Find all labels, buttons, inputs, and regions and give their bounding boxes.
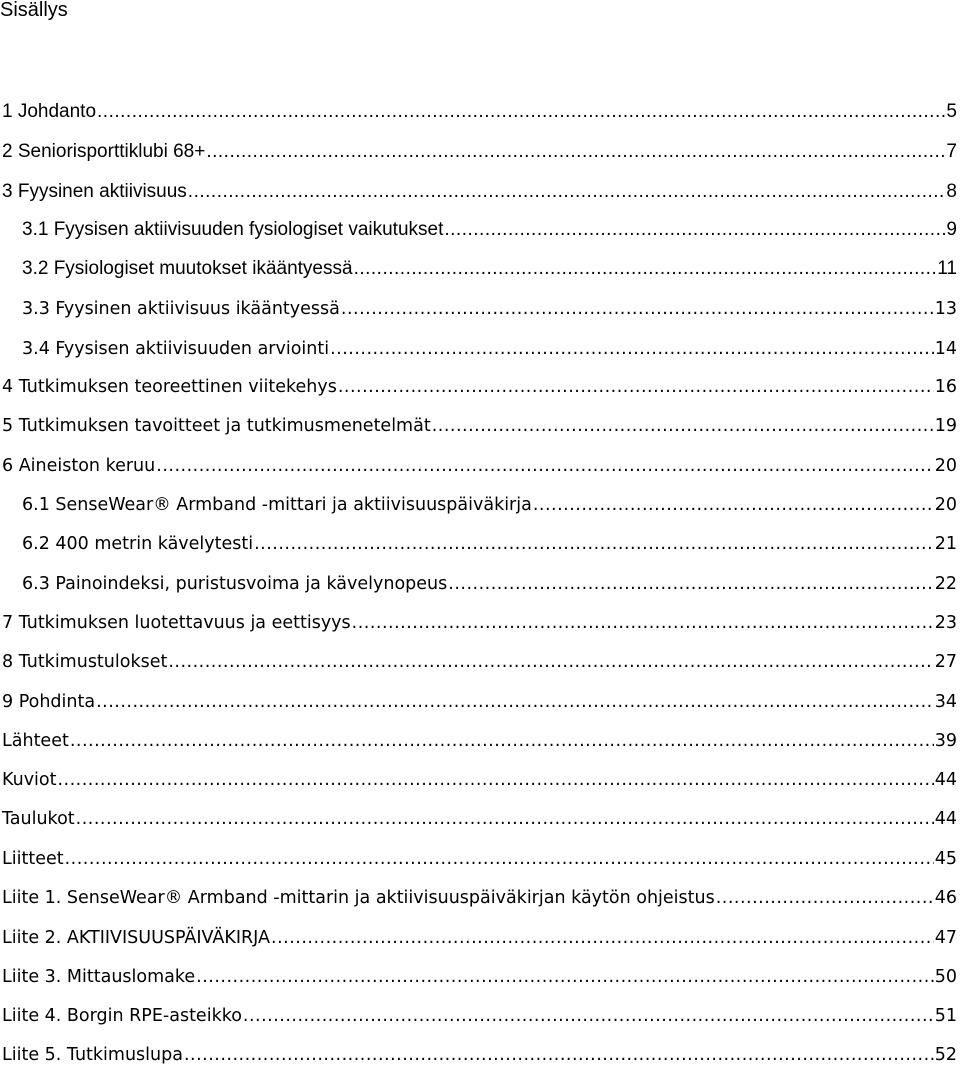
toc-entry-page: 8 [946,181,957,202]
toc-dot-leader [188,179,946,205]
toc-dot-leader [341,296,934,322]
toc-dot-leader [448,571,933,597]
toc-entry-label: Liite 4. Borgin RPE-asteikko [2,1006,242,1026]
toc-entry-label: Liite 5. Tutkimuslupa [2,1045,183,1065]
toc-dot-leader [533,492,934,518]
toc-entry-label: 2 Seniorisporttiklubi 68+ [2,141,206,162]
toc-entry-liite-3[interactable] [2,964,957,990]
toc-entry-page: 39 [934,731,957,751]
toc-entry-7[interactable] [2,610,957,636]
toc-dot-leader [330,336,934,362]
toc-dot-leader [716,885,934,911]
toc-entry-6[interactable] [2,453,957,479]
toc-entry-page: 52 [934,1045,957,1065]
toc-entry-label: 3.3 Fyysinen aktiivisuus ikääntyessä [22,299,340,319]
toc-dot-leader [184,1042,934,1068]
toc-entry-label: 7 Tutkimuksen luotettavuus ja eettisyys [2,613,351,633]
toc-entry-page: 14 [934,339,957,359]
toc-entry-page: 20 [934,456,957,476]
toc-entry-page: 7 [946,141,957,162]
toc-entry-label: 8 Tutkimustulokset [2,652,168,672]
toc-entry-taulukot[interactable] [2,806,957,832]
toc-entry-label: 4 Tutkimuksen teoreettinen viitekehys [2,377,337,397]
toc-entry-lahteet[interactable] [2,728,957,754]
toc-entry-3-4[interactable] [22,336,957,362]
toc-entry-3-1[interactable] [22,217,957,243]
toc-entry-page: 9 [946,219,957,240]
toc-entry-6-1[interactable] [22,492,957,518]
toc-dot-leader [432,413,934,439]
toc-entry-1[interactable] [2,99,957,125]
toc-entry-3-2[interactable] [22,256,957,282]
toc-entry-page: 50 [934,967,957,987]
toc-entry-page: 21 [934,534,957,554]
toc-dot-leader [196,964,934,990]
toc-entry-label: Liite 3. Mittauslomake [2,967,196,987]
toc-entry-page: 11 [937,258,957,279]
toc-entry-kuviot[interactable] [2,767,957,793]
toc-dot-leader [96,689,934,715]
toc-entry-3-3[interactable] [22,296,957,322]
toc-entry-label: 9 Pohdinta [2,692,96,712]
toc-dot-leader [206,139,945,165]
toc-entry-page: 23 [934,613,957,633]
toc-dot-leader [243,1003,934,1029]
toc-dot-leader [352,610,934,636]
toc-entry-page: 45 [934,849,957,869]
toc-dot-leader [354,256,937,282]
toc-dot-leader [271,925,934,951]
toc-entry-liite-4[interactable] [2,1003,957,1029]
toc-entry-page: 44 [934,809,957,829]
toc-entry-6-2[interactable] [22,531,957,557]
toc-entry-page: 20 [934,495,957,515]
toc-entry-page: 47 [934,928,957,948]
toc-entry-label: 3.4 Fyysisen aktiivisuuden arviointi [22,339,330,359]
toc-entry-3[interactable] [2,179,957,205]
toc-entry-page: 51 [934,1006,957,1026]
toc-entry-label: Lähteet [2,731,69,751]
toc-entry-liite-5[interactable] [2,1042,957,1068]
toc-dot-leader [97,99,945,125]
toc-entry-page: 27 [934,652,957,672]
toc-entry-label: 6.2 400 metrin kävelytesti [22,534,254,554]
toc-entry-label: 3.2 Fysiologiset muutokset ikääntyessä [22,258,353,279]
toc-dot-leader [70,728,934,754]
toc-dot-leader [156,453,933,479]
toc-entry-label: 6 Aineiston keruu [2,456,156,476]
toc-entry-label: Taulukot [2,809,75,829]
toc-entry-2[interactable] [2,139,957,165]
toc-entry-4[interactable] [2,374,957,400]
toc-entry-label: 6.1 SenseWear® Armband -mittari ja aktiivisuuspäiväkirja [22,495,532,515]
toc-dot-leader [338,374,934,400]
toc-entry-label: 3.1 Fyysisen aktiivisuuden fysiologiset vaikutukset [22,219,444,240]
toc-dot-leader [444,217,945,243]
toc-entry-page: 46 [934,888,957,908]
toc-entry-label: 1 Johdanto [2,101,97,122]
toc-entry-page: 16 [934,377,957,397]
toc-entry-page: 13 [934,299,957,319]
toc-entry-page: 5 [946,101,957,122]
toc-entry-page: 44 [934,770,957,790]
toc-entry-page: 34 [934,692,957,712]
toc-dot-leader [65,846,934,872]
toc-entry-page: 19 [934,416,957,436]
toc-entry-6-3[interactable] [22,571,957,597]
toc-entry-liite-1[interactable] [2,885,957,911]
toc-entry-liite-2[interactable] [2,925,957,951]
toc-entry-label: Liitteet [2,849,64,869]
toc-entry-page: 22 [934,574,957,594]
toc-entry-liitteet[interactable] [2,846,957,872]
toc-entry-label: Liite 1. SenseWear® Armband -mittarin ja aktiivisuuspäiväkirjan käytön ohjeistus [2,888,715,908]
toc-dot-leader [254,531,934,557]
toc-entry-label: 3 Fyysinen aktiivisuus [2,181,187,202]
toc-entry-label: 6.3 Painoindeksi, puristusvoima ja kävelynopeus [22,574,448,594]
toc-entry-label: 5 Tutkimuksen tavoitteet ja tutkimusmenetelmät [2,416,431,436]
toc-entry-label: Liite 2. AKTIIVISUUSPÄIVÄKIRJA [2,928,271,948]
toc-entry-8[interactable] [2,649,957,675]
toc-dot-leader [168,649,933,675]
toc-dot-leader [76,806,934,832]
toc-entry-5[interactable] [2,413,957,439]
toc-dot-leader [57,767,933,793]
toc-entry-label: Kuviot [2,770,57,790]
page-title: Sisällys [0,0,68,21]
toc-entry-9[interactable] [2,689,957,715]
